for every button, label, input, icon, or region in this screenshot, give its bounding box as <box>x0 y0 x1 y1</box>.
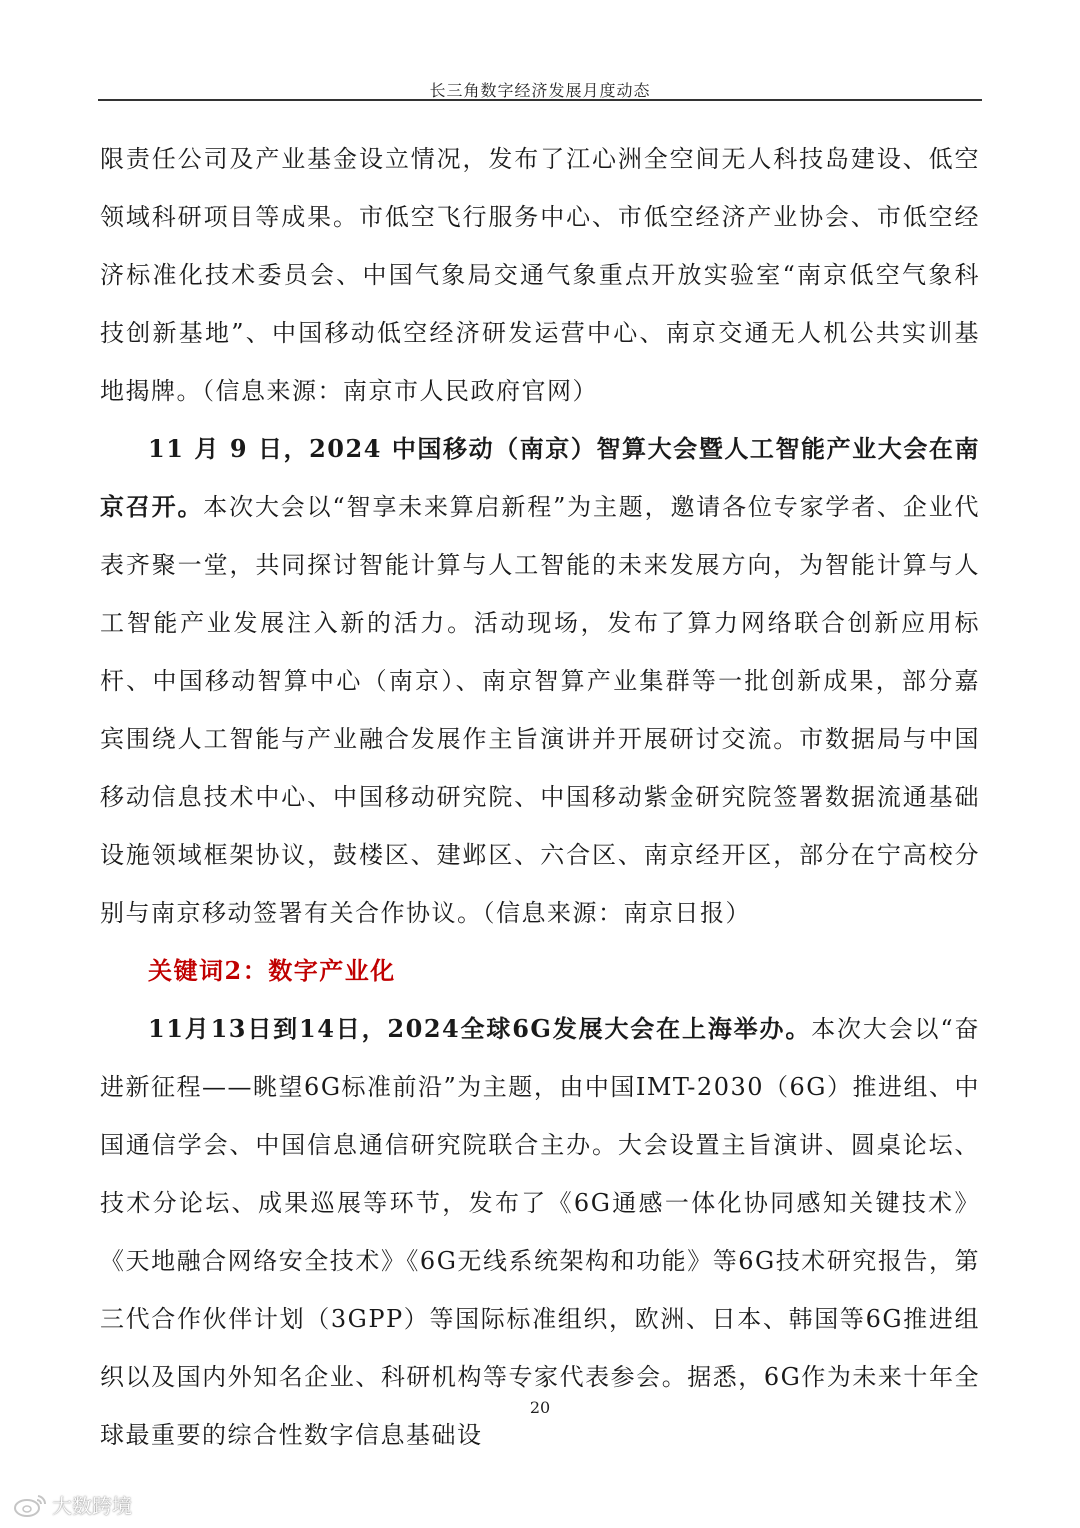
paragraph-body: 本次大会以“奋进新征程——眺望6G标准前沿”为主题，由中国IMT-2030（6G）推进组、中国通信学会、中国信息通信研究院联合主办。大会设置主旨演讲、圆桌论坛、技术分论坛、成果巡展等环节，发布了《6G通感一体化协同感知关键技术》《天地融合网络安全技术》《6G无线系统架构和功能》等6G技术研究报告，第三代合作伙伴计划（3GPP）等国际标准组织，欧洲、日本、韩国等6G推进组织以及国内外知名企业、科研机构等专家代表参会。据悉，6G作为未来十年全球最重要的综合性数字信息基础设 <box>100 1015 980 1449</box>
keyword-heading: 关键词2：数字产业化 <box>148 956 396 985</box>
watermark <box>12 1490 132 1519</box>
paragraph-continuation: 限责任公司及产业基金设立情况，发布了江心洲全空间无人科技岛建设、低空领域科研项目等成果。市低空飞行服务中心、市低空经济产业协会、市低空经济标准化技术委员会、中国气象局交通气象重点开放实验室“南京低空气象科技创新基地”、中国移动低空经济研发运营中心、南京交通无人机公共实训基地揭牌。（信息来源：南京市人民政府官网） <box>100 145 980 405</box>
page-header-title: 长三角数字经济发展月度动态 <box>429 81 651 100</box>
paragraph-body: 本次大会以“智享未来算启新程”为主题，邀请各位专家学者、企业代表齐聚一堂，共同探讨智能计算与人工智能的未来发展方向，为智能计算与人工智能产业发展注入新的活力。活动现场，发布了算力网络联合创新应用标杆、中国移动智算中心（南京）、南京智算产业集群等一批创新成果，部分嘉宾围绕人工智能与产业融合发展作主旨演讲并开展研讨交流。市数据局与中国移动信息技术中心、中国移动研究院、中国移动紫金研究院签署数据流通基础设施领域框架协议，鼓楼区、建邺区、六合区、南京经开区，部分在宁高校分别与南京移动签署有关合作协议。（信息来源：南京日报） <box>100 493 980 927</box>
section-keyword <box>100 942 980 1000</box>
paragraph-6g-conference <box>100 1000 980 1464</box>
weibo-icon <box>12 1492 48 1518</box>
paragraph-ai-conference <box>100 420 980 942</box>
paragraph-lead-bold: 11 月 9 日，2024 中国移动（南京）智算大会暨人工智能产业大会在南京召开。 <box>100 434 980 521</box>
paragraph-lead-bold: 11月13日到14日，2024全球6G发展大会在上海举办。 <box>148 1014 812 1043</box>
document-body <box>100 130 980 1464</box>
watermark-text: 大数跨境 <box>52 1494 132 1518</box>
page-number: 20 <box>529 1398 551 1417</box>
header-divider <box>98 99 982 101</box>
